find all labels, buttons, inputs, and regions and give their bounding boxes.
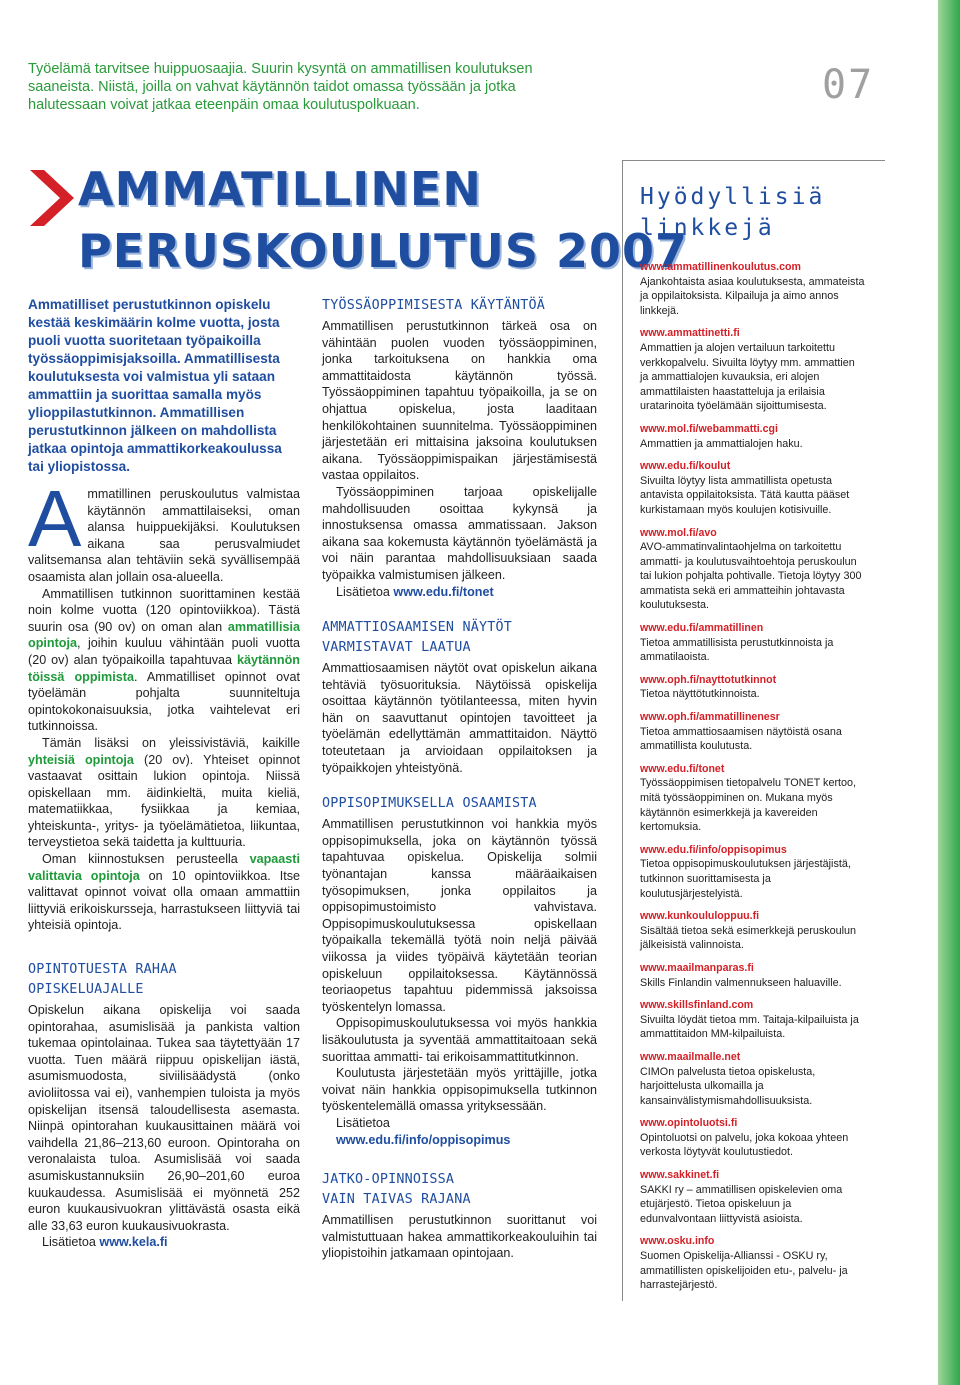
link-description: Työssäoppimisen tietopalvelu TONET kertoo, mitä työssäoppiminen on. Mukana myös käytännön esimerkkejä ja kavereiden kertomuksia.	[640, 777, 857, 834]
link-item	[640, 1116, 865, 1160]
link-description: SAKKI ry – ammatillisen opiskelevien oma etujärjestö. Tietoa opiskeluun ja edunvalvontaan liittyvistä asioista.	[640, 1183, 843, 1225]
link-url[interactable]: www.edu.fi/tonet	[640, 762, 725, 775]
paragraph: Ammatillisen perustutkinnon tärkeä osa on vähintään puolen vuoden työssäoppiminen, jonka tarkoituksena on hankkia oma ammattitaidosta käytännön työssä. Työssäoppiminen tapahtuu työpaikoilla, ja se on ohjattua opiskelua, josta laaditaan henkilökohtainen suunnitelma. Työssäoppiminen järjestetään eri mittaisina jaksoina koulutuksen aikana. Työssäoppimispaikan järjestämisestä vastaa oppilaitos.	[322, 319, 597, 483]
paragraph: Ammattiosaamisen näytöt ovat opiskelun aikana tehtäviä työsuorituksia. Näytöissä opiskelija osoittaa käytännön työtilanteessa, miten hyvin hän on saavuttanut opintojen tavoitteet ja työelämän edellyttämän ammattitaidon. Näyttö toteutetaan ja arvioidaan oppilaitoksen ja työpaikkojen yhteistyönä.	[322, 661, 597, 775]
link-description: Tietoa ammatillisista perustutkinnoista ja ammatilaoista.	[640, 636, 834, 664]
link-url[interactable]: www.maailmalle.net	[640, 1050, 741, 1063]
paragraph: Opiskelun aikana opiskelija voi saada opintorahaa, asumislisää ja pankista valtion tukemaa opintolainaa. Tukea saa täytettyään 17 vuotta. Tuen määrä riippuu opiskelijan iästä, asumismuodosta, siviilisäädystä (onko avioliitossa vai ei), vanhempien tuloista ja myös opiskelijan itsensä taloudellisesta asemasta. Niinpä opintorahan kuukausittainen määrä voi vaihdella 21,86–213,60 euroon. Opintoraha on veronalaista tuloa. Asumislisää voi saada asumiskustannuksiin 26,90–201,60 euroa kuukaudessa. Asumislisää ei myönnetä 252 euron kuukausivuokran ylittävästä osasta eikä alle 33,63 euron kuukausivuokrasta.	[28, 1003, 300, 1233]
link-item	[640, 526, 865, 614]
more-info	[322, 584, 597, 601]
paragraph: Työssäoppiminen tarjoaa opiskelijalle mahdollisuuden osoittaa kykynsä ja innostuksensa omassa ammatissaan. Jakson aikana saa kokemusta käytännön työelämästä ja voi näin parantaa mahdollisuuksiaan saada työpaikka valmistumisen jälkeen.	[322, 484, 597, 582]
link-url[interactable]: www.mol.fi/webammatti.cgi	[640, 422, 778, 435]
link-url[interactable]: www.oph.fi/ammatillinenesr	[640, 711, 780, 724]
chevron-right-icon	[30, 170, 74, 226]
paragraph: Ammatillisen perustutkinnon voi hankkia myös oppisopimuksella, joka on käytännön työssä tapahtuvaa opiskelua. Opiskelija solmii työnantajan kanssa määräaikaisen työsopimuksen, jonka oppilaitos ja oppisopimustoimisto vahvistava. Oppisopimuskoulutuksessa opiskellaan työpaikalla tekemällä työtä noin neljä päivää viikossa ja viides työpäivä käytetään teorian opiskeluun oppilaitoksessa. Käytännössä teoriaopetus tapahtuu pidemmissä jaksoissa työskentelyn lomassa.	[322, 817, 597, 1014]
more-info	[28, 1234, 300, 1251]
links-title: Hyödyllisiä linkkejä	[640, 184, 826, 241]
column-middle	[322, 296, 597, 1262]
link-description: Tietoa oppisopimuskoulutuksen järjestäjistä, tutkinnon suorittamisesta ja koulutusjärjestelyistä.	[640, 858, 851, 900]
link-item	[640, 1050, 865, 1108]
kela-link[interactable]: www.kela.fi	[99, 1235, 168, 1250]
highlight: vapaasti valittavia opintoja	[28, 852, 300, 883]
paragraph: Koulutusta järjestetään myös yrittäjille, jotka voivat näin hankkia oppisopimuksella tutkinnon työskentelemällä omassa yrityksessään.	[322, 1066, 597, 1114]
highlight: käytännön töissä oppimista	[28, 652, 300, 684]
link-description: Opintoluotsi on palvelu, joka kokoaa yhteen verkosta löytyvät koulutustiedot.	[640, 1131, 849, 1159]
side-color-bar	[938, 0, 960, 1385]
link-description: Tietoa ammattiosaamisen näytöistä osana ammatillista koulutusta.	[640, 725, 842, 753]
text: Tämän lisäksi on yleissivistäviä, kaikille	[42, 735, 300, 750]
highlight: ammatillisia opintoja	[28, 619, 300, 651]
oppisopimus-link[interactable]: www.edu.fi/info/oppisopimus	[336, 1132, 511, 1147]
intro-text: Työelämä tarvitsee huippuosaajia. Suurin kysyntä on ammatillisen koulutuksen saaneista. Niistä, joilla on vahvat käytännön taidot omassa työssään ja jotka halutessaan voivat jatkaa eteenpäin omaa koulutuspolkuaan.	[28, 61, 533, 113]
text: Lisätietoa	[336, 584, 394, 599]
link-description: AVO-ammatinvalintaohjelma on tarkoitettu ammatti- ja koulutusvaihtoehtoja peruskoulun tai lukion pohjalta pohtivalle. Tietoja löytyy 300 ammatista sekä eri ammatteihin johtavasta koulutuksesta.	[640, 541, 862, 612]
link-item	[640, 673, 865, 702]
text: . Ammatilliset opinnot ovat työelämän pohjalta suunniteltuja opintokokonaisuuksia, jotka vaihtelevat eri tutkinnoissa.	[28, 669, 300, 734]
section-heading: AMMATTIOSAAMISEN NÄYTÖT VARMISTAVAT LAATUA	[322, 620, 513, 656]
link-description: Skills Finlandin valmennukseen haluaville.	[640, 976, 842, 989]
link-description: CIMOn palvelusta tietoa opiskelusta, harjoittelusta ulkomailla ja kansainvälistymismahdollisuuksista.	[640, 1065, 816, 1107]
lead-paragraph: Ammatilliset perustutkinnon opiskelu kestää keskimäärin kolme vuotta, josta puoli vuotta suoritetaan työpaikoilla työssäoppimisjaksoilla. Ammatillisesta koulutuksesta voi valmistua yli sataan ammattiin ja suorittaa samalla myös ylioppilastutkinnon. Ammatillisen perustutkinnon jälkeen on mahdollista jatkaa opintoja ammattikorkeakoulussa tai yliopistossa.	[28, 297, 282, 474]
link-item	[640, 422, 865, 451]
link-item	[640, 1168, 865, 1226]
tonet-link[interactable]: www.edu.fi/tonet	[393, 584, 494, 599]
link-description: Sisältää tietoa sekä esimerkkejä peruskoulun jälkeisistä valinnoista.	[640, 924, 857, 952]
link-item	[640, 961, 865, 990]
section-heading: JATKO-OPINNOISSA VAIN TAIVAS RAJANA	[322, 1172, 471, 1208]
page-number: 07	[822, 62, 875, 108]
title-line-1: AMMATILLINEN	[78, 162, 482, 216]
text: Oman kiinnostuksen perusteella	[42, 852, 250, 867]
link-item	[640, 1234, 865, 1292]
link-description: Ammattien ja ammattialojen haku.	[640, 437, 803, 450]
link-description: Sivuilta löytyy lista ammatillista opetusta antavista oppilaitoksista. Tätä kautta pääset kurkistamaan myös koulujen kotisivuille.	[640, 474, 850, 516]
link-item	[640, 710, 865, 754]
paragraph: Ammatillisen perustutkinnon suorittanut voi valmistuttuaan hakea ammattikorkeakouluihin tai yliopistoihin jatkamaan opintojaan.	[322, 1213, 597, 1261]
link-item	[640, 260, 865, 318]
paragraph: mmatillinen peruskoulutus valmistaa käytännön ammattilaiseksi, oman alansa huippuekijäksi. Koulutuksen aikana saa perusvalmiudet valitsemansa alan tehtäviin sekä syvällisempää osaamista alan jollain osa-alueella.	[28, 487, 300, 584]
text: , joihin kuuluu vähintään puoli vuotta (20 ov) alan työpaikoilla tapahtuvaa	[28, 636, 300, 667]
paragraph	[28, 851, 300, 934]
link-url[interactable]: www.oph.fi/nayttotutkinnot	[640, 673, 777, 686]
text: Lisätietoa	[42, 1235, 100, 1250]
link-description: Ajankohtaista asiaa koulutuksesta, ammateista ja oppilaitoksista. Kilpailuja ja aimo annos linkkejä.	[640, 275, 865, 317]
link-url[interactable]: www.ammattinetti.fi	[640, 327, 740, 340]
paragraph: Oppisopimuskoulutuksessa voi myös hankkia lisäkoulutusta ja syventää ammattitaitoaan sekä suorittaa ammatti- tai erikoisammattitutkinnon.	[322, 1016, 597, 1064]
link-description: Suomen Opiskelija-Allianssi - OSKU ry, ammatillisten opiskelijoiden etu-, palvelu- ja harrastejärjestö.	[640, 1250, 848, 1292]
link-item	[640, 909, 865, 953]
link-url[interactable]: www.osku.info	[640, 1235, 715, 1248]
column-left	[28, 296, 300, 1251]
link-item	[640, 621, 865, 665]
article-body	[28, 474, 300, 586]
link-url[interactable]: www.mol.fi/avo	[640, 526, 717, 539]
link-url[interactable]: www.opintoluotsi.fi	[640, 1117, 738, 1130]
link-url[interactable]: www.kunkoululoppuu.fi	[640, 910, 760, 923]
link-url[interactable]: www.skillsfinland.com	[640, 999, 754, 1012]
link-url[interactable]: www.maailmanparas.fi	[640, 961, 754, 974]
link-description: Tietoa näyttötutkinnoista.	[640, 688, 760, 701]
link-url[interactable]: www.edu.fi/koulut	[640, 460, 731, 473]
title-line-2: PERUSKOULUTUS 2007	[78, 224, 689, 278]
paragraph	[28, 586, 300, 735]
more-info-label: Lisätietoa	[336, 1115, 390, 1130]
link-item	[640, 326, 865, 414]
link-url[interactable]: www.edu.fi/info/oppisopimus	[640, 843, 787, 856]
more-info	[322, 1132, 597, 1149]
link-url[interactable]: www.ammatillinenkoulutus.com	[640, 261, 801, 273]
text: (20 ov). Yhteiset opinnot vastaavat osittain lukion opintoja. Niissä opiskellaan mm. äidinkieltä, muita kieliä, matematiikkaa, fysiikkaa ja kemiaa, yhteiskunta-, yritys- ja työelämätietoa, liikuntaa, terveystietoa sekä taidetta ja kulttuuria.	[28, 752, 300, 850]
links-list	[640, 260, 865, 1301]
link-item	[640, 459, 865, 517]
section-heading: OPPISOPIMUKSELLA OSAAMISTA	[322, 796, 537, 812]
link-description: Sivuilta löydät tietoa mm. Taitaja-kilpailuista ja ammattitaidon MM-kilpailuista.	[640, 1013, 859, 1041]
text: on 10 opintoviikkoa. Itse valittavat opinnot voivat olla omaan ammattiin liittyviä erikoiskursseja, harrastukseen liittyviä tai yhteisiä opintoja.	[28, 868, 300, 933]
link-item	[640, 843, 865, 901]
section-heading: TYÖSSÄOPPIMISESTA KÄYTÄNTÖÄ	[322, 298, 546, 313]
link-description: Ammattien ja alojen vertailuun tarkoitettu verkkopalvelu. Sivuilta löytyy mm. ammattien ja ammattialojen kuvauksia, eri alojen ammattilaisten haastatteluja ja erilaisia uratarinoita työelämään sijoittumisesta.	[640, 341, 855, 413]
dropcap: A	[28, 474, 82, 563]
link-item	[640, 762, 865, 835]
highlight: yhteisiä opintoja	[28, 752, 134, 767]
section-heading: OPINTOTUESTA RAHAA OPISKELUAJALLE	[28, 962, 177, 998]
link-item	[640, 998, 865, 1042]
link-url[interactable]: www.edu.fi/ammatillinen	[640, 622, 764, 635]
text: Ammatillisen tutkinnon suorittaminen kestää noin kolme vuotta (120 opintoviikkoa). Tästä suurin osa (90 ov) on oman alan	[28, 586, 300, 634]
paragraph	[28, 735, 300, 851]
link-url[interactable]: www.sakkinet.fi	[640, 1169, 720, 1182]
